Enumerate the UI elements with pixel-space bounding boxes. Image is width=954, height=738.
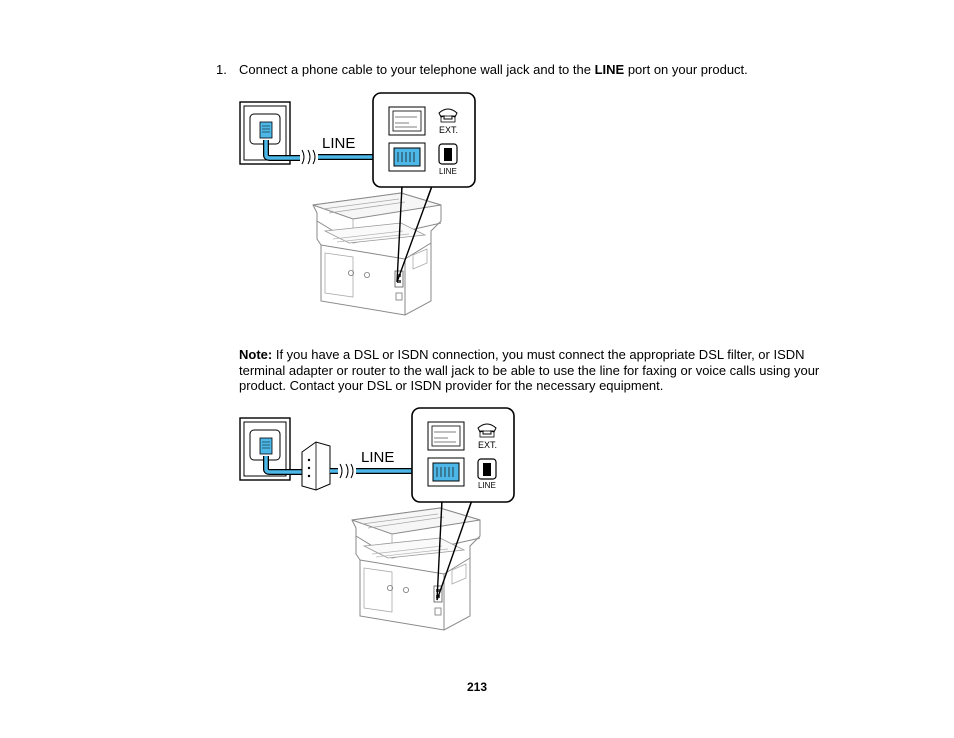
note-text: If you have a DSL or ISDN connection, you must connect the appropriate DSL filter, or ISDN terminal adapter or router to the wall jack to be able to use the line for faxing or voice calls using your product. Contact your DSL or ISDN provider for the necessary equipment. xyxy=(239,347,820,393)
ext-port-label: EXT. xyxy=(439,125,459,135)
dsl-filter-icon xyxy=(302,442,330,490)
figure-line-connection xyxy=(240,93,475,315)
step-number: 1. xyxy=(216,62,227,77)
line-port-label: LINE xyxy=(478,481,496,490)
cable-label: LINE xyxy=(361,449,395,466)
port-callout xyxy=(373,93,475,187)
line-port-label: LINE xyxy=(439,167,457,176)
step-text-before: Connect a phone cable to your telephone wall jack and to the xyxy=(239,62,595,77)
port-callout xyxy=(412,408,514,502)
cable-label: LINE xyxy=(322,135,356,152)
note-label: Note: xyxy=(239,347,273,362)
figure-dsl-connection xyxy=(240,408,514,630)
step-text-after: port on your product. xyxy=(624,62,748,77)
printer-illustration xyxy=(313,193,441,315)
ext-port-label: EXT. xyxy=(478,440,498,450)
page-number: 213 xyxy=(466,680,488,694)
printer-illustration xyxy=(352,508,480,630)
step-text-bold: LINE xyxy=(594,62,625,77)
